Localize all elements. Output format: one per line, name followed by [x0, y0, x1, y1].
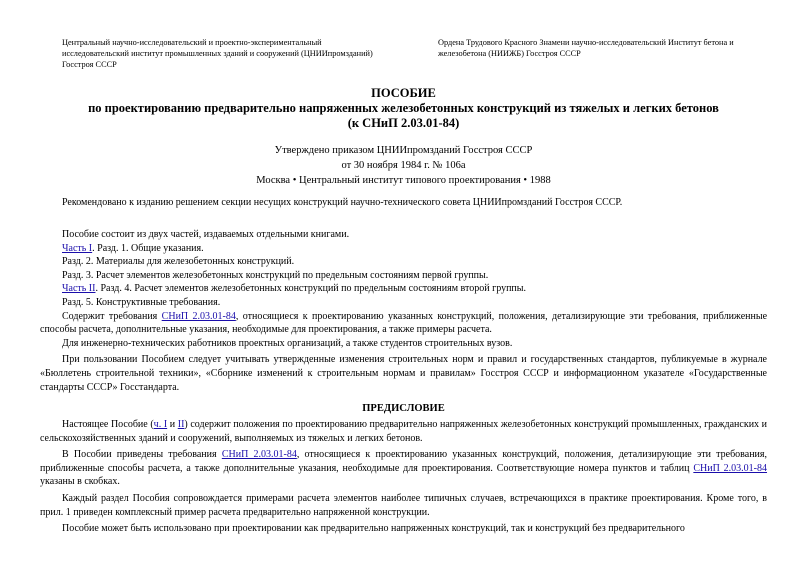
pref2-post: указаны в скобках. — [40, 476, 120, 488]
pref1-post: ) содержит положения по проектированию предварительно напряженных железобетонных конструкций промышленных, гражданских и сельскохозяйственных зданий и сооружений, выполняемых из тяжелых и легких бетонов. — [40, 419, 768, 444]
approval-line-2: от 30 ноября 1984 г. № 106а — [341, 160, 466, 171]
contents-block — [40, 228, 767, 394]
org-right-header — [438, 37, 768, 59]
recommendation-text: Рекомендовано к изданию решением секции несущих конструкций научно-технического совета ЦНИИпромзданий Госстроя СССР. — [62, 197, 623, 208]
changes-paragraph: При пользовании Пособием следует учитывать утвержденные изменения строительных норм и правил и государственных стандартов, публикуемые в журнале «Бюллетень строительной техники», «Сборнике изменений к строительным нормам и правилам» Госстроя СССР и информационном указателе «Государственные стандарты СССР» Госстандарта. — [40, 354, 767, 393]
audience-paragraph: Для инженерно-технических работников проектных организаций, а также студентов строительных вузов. — [62, 337, 513, 349]
part1-rest: . Разд. 1. Общие указания. — [92, 242, 204, 254]
approval-block — [40, 143, 767, 188]
pref1-mid: и — [167, 419, 178, 430]
section-5-line: Разд. 5. Конструктивные требования. — [62, 296, 221, 308]
pref1-link-part1[interactable]: ч. I — [153, 419, 168, 430]
pref1-link-part2[interactable]: II — [177, 419, 185, 430]
document-title — [40, 86, 767, 131]
preface-paragraph-1 — [40, 418, 767, 445]
part2-link[interactable]: Часть II — [62, 283, 96, 295]
preface-paragraph-3: Каждый раздел Пособия сопровождается примерами расчета элементов наиболее типичных случаев, встречающихся в практике проектирования. Кроме того, в прил. 1 приведен комплексный пример расчета предварительно напряженной конструкции. — [40, 492, 767, 518]
org-left-header — [62, 37, 402, 70]
part2-line — [40, 282, 767, 296]
preface-heading: ПРЕДИСЛОВИЕ — [362, 403, 445, 414]
pref2-pre: В Пособии приведены требования — [62, 449, 222, 461]
content-paragraph — [40, 310, 767, 337]
org-left-line-2: исследовательский институт промышленных зданий и сооружений (ЦНИИпромзданий) — [62, 49, 373, 58]
part1-line — [40, 242, 767, 256]
pref2-snip-link-2[interactable]: СНиП 2.03.01-84 — [693, 462, 768, 474]
preface-paragraph-4: Пособие может быть использовано при проектировании как предварительно напряженных конструкций, так и конструкций без предварительного — [62, 523, 685, 535]
title-line-3: (к СНиП 2.03.01-84) — [347, 116, 460, 130]
section-2-line: Разд. 2. Материалы для железобетонных конструкций. — [62, 256, 295, 268]
pref2-snip-link[interactable]: СНиП 2.03.01-84 — [221, 449, 297, 461]
title-line-2: по проектированию предварительно напряженных железобетонных конструкций из тяжелых и легких бетонов — [88, 101, 719, 115]
part1-link[interactable]: Часть I — [62, 242, 93, 254]
title-line-1: ПОСОБИЕ — [371, 86, 436, 100]
snip-link[interactable]: СНиП 2.03.01-84 — [161, 310, 236, 322]
preface-paragraph-2 — [40, 448, 767, 489]
parts-intro: Пособие состоит из двух частей, издаваемых отдельными книгами. — [62, 229, 350, 240]
pref2-mid: , относящиеся к проектированию указанных конструкций, положения, детализирующие эти требования, приближенные способы расчета, а также дополнительные указания, необходимые для проектирования. Соответствующие номера пунктов и таблиц — [40, 449, 768, 474]
approval-line-3: Москва • Центральный институт типового проектирования • 1988 — [256, 175, 551, 186]
content-post: , относящиеся к проектированию указанных конструкций, положения, детализирующие эти требования, приближенные способы расчета, дополнительные указания, необходимые для проектирования, а также примеры расчета. — [40, 310, 768, 336]
part2-rest: . Разд. 4. Расчет элементов железобетонных конструкций по предельным состояниям второй группы. — [95, 283, 526, 295]
org-left-line-1: Центральный научно-исследовательский и проектно-экспериментальный — [62, 38, 322, 47]
pref1-pre: Настоящее Пособие ( — [62, 419, 154, 430]
org-right-line-2: железобетона (НИИЖБ) Госстроя СССР — [438, 49, 581, 58]
org-right-line-1: Ордена Трудового Красного Знамени научно-исследовательский Институт бетона и — [438, 38, 734, 47]
preface-block — [40, 418, 767, 536]
content-pre: Содержит требования — [62, 310, 162, 322]
org-left-line-3: Госстроя СССР — [62, 60, 117, 69]
approval-line-1: Утверждено приказом ЦНИИпромзданий Госстроя СССР — [274, 145, 533, 156]
recommendation-block — [40, 196, 767, 210]
section-3-line: Разд. 3. Расчет элементов железобетонных конструкций по предельным состояниям первой группы. — [62, 269, 489, 281]
